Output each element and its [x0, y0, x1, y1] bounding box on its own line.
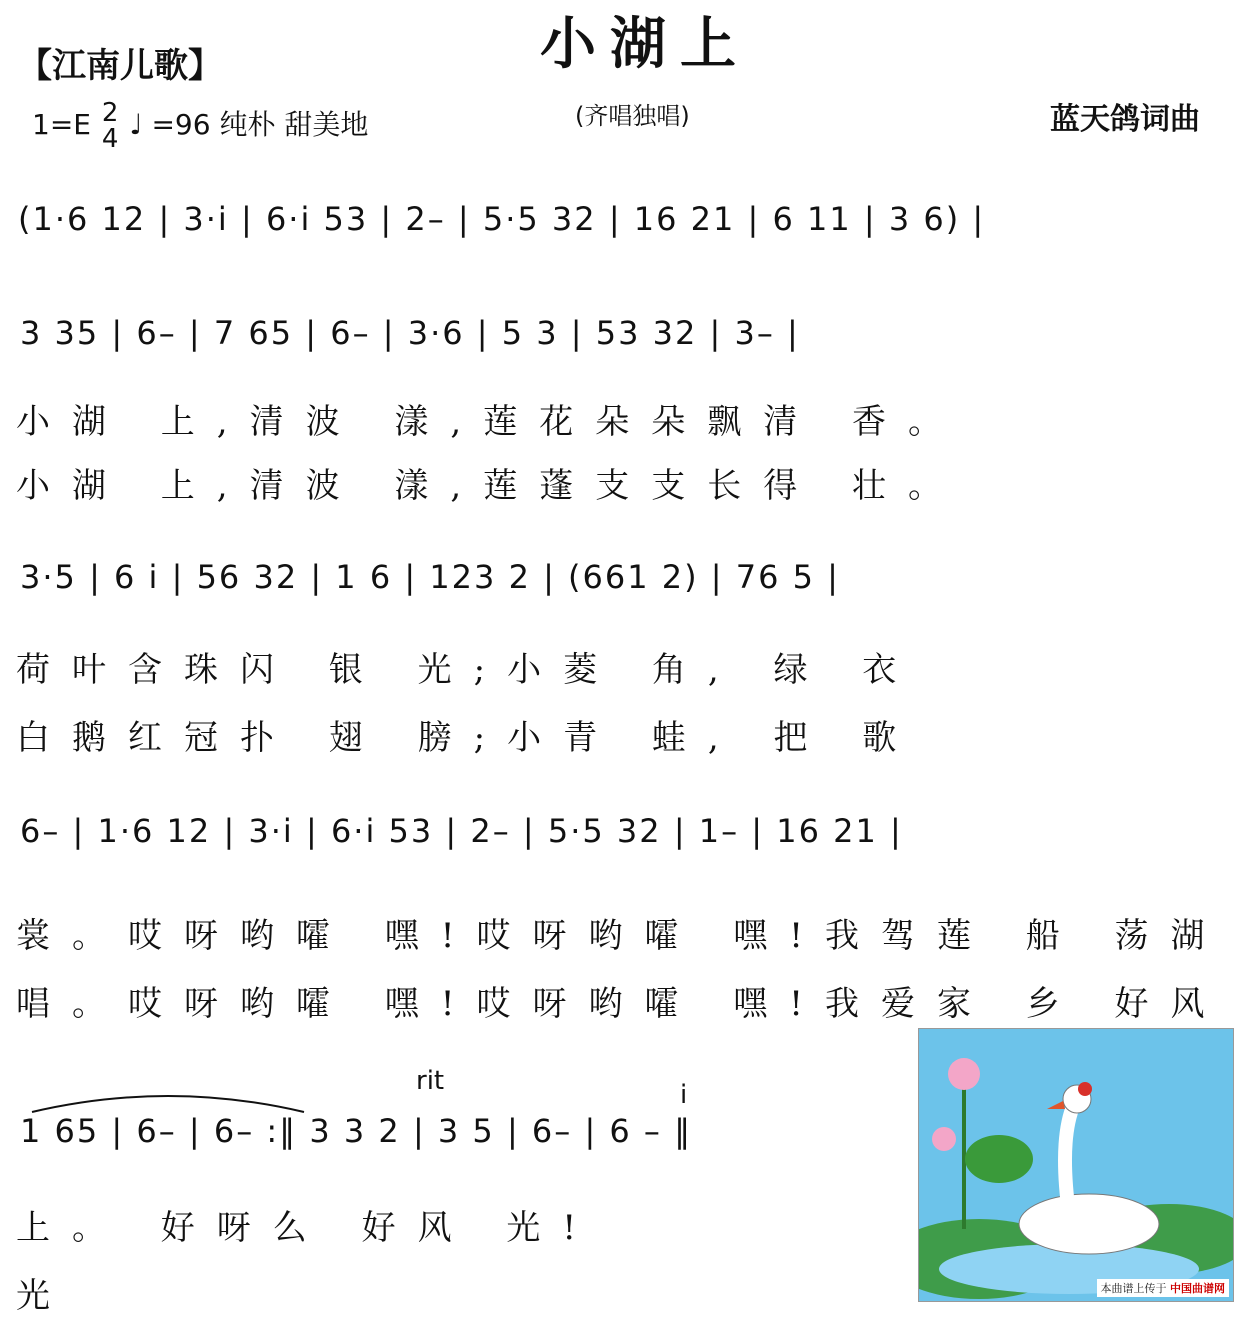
- time-signature: 2 4: [101, 98, 119, 154]
- lyric-verse1-line2: 小湖 上,清波 漾,莲花朵朵飘清 香。: [16, 402, 965, 442]
- lyric-verse1-line5: 上。 好呀么 好风 光!: [16, 1208, 599, 1248]
- performance-note: (齐唱独唱): [575, 102, 690, 130]
- lyric-verse2-line5: 光: [16, 1276, 72, 1316]
- notation-line-2: 3 35 | 6– | 7 65 | 6– | 3·6 | 5 3 | 53 32 | 3– |: [20, 314, 800, 352]
- song-title: 小湖上: [540, 11, 750, 77]
- fermata-grace-note: i: [680, 1080, 688, 1110]
- author-credit: 蓝天鸽词曲: [1050, 102, 1200, 137]
- lyric-verse2-line4: 唱。哎呀哟嚯 嘿!哎呀哟嚯 嘿!我爱家 乡 好风: [16, 984, 1227, 1024]
- key-signature: 1=E: [32, 108, 91, 141]
- notation-line-1: (1·6 12 | 3·i | 6·i 53 | 2– | 5·5 32 | 16 21 | 6 11 | 3 6) |: [18, 200, 986, 238]
- quarter-note-icon: ♩: [129, 108, 143, 141]
- rit-marking: rit: [416, 1066, 445, 1096]
- swan-icon: [919, 1029, 1233, 1301]
- lyric-verse2-line2: 小湖 上,清波 漾,莲蓬支支长得 壮。: [16, 466, 965, 506]
- notation-line-5: 1 65 | 6– | 6– :‖ 3 3 2 | 3 5 | 6– | 6 – ‖: [20, 1112, 693, 1150]
- song-tag: 【江南儿歌】: [18, 46, 222, 86]
- lyric-verse1-line4: 裳。哎呀哟嚯 嘿!哎呀哟嚯 嘿!我驾莲 船 荡湖: [16, 916, 1227, 956]
- swan-lotus-illustration: [918, 1028, 1234, 1302]
- tempo-line: [32, 100, 368, 152]
- lyric-verse2-line3: 白鹅红冠扑 翅 膀;小青 蛙, 把 歌: [16, 718, 919, 758]
- notation-line-3: 3·5 | 6 i | 56 32 | 1 6 | 123 2 | (661 2) | 76 5 |: [20, 558, 840, 596]
- upload-credit: 本曲谱上传于 中国曲谱网: [1097, 1279, 1230, 1297]
- lyric-verse1-line3: 荷叶含珠闪 银 光;小菱 角, 绿 衣: [16, 650, 919, 690]
- tempo-marking: =96 纯朴 甜美地: [151, 108, 369, 141]
- notation-line-4: 6– | 1·6 12 | 3·i | 6·i 53 | 2– | 5·5 32 | 1– | 16 21 |: [20, 812, 903, 850]
